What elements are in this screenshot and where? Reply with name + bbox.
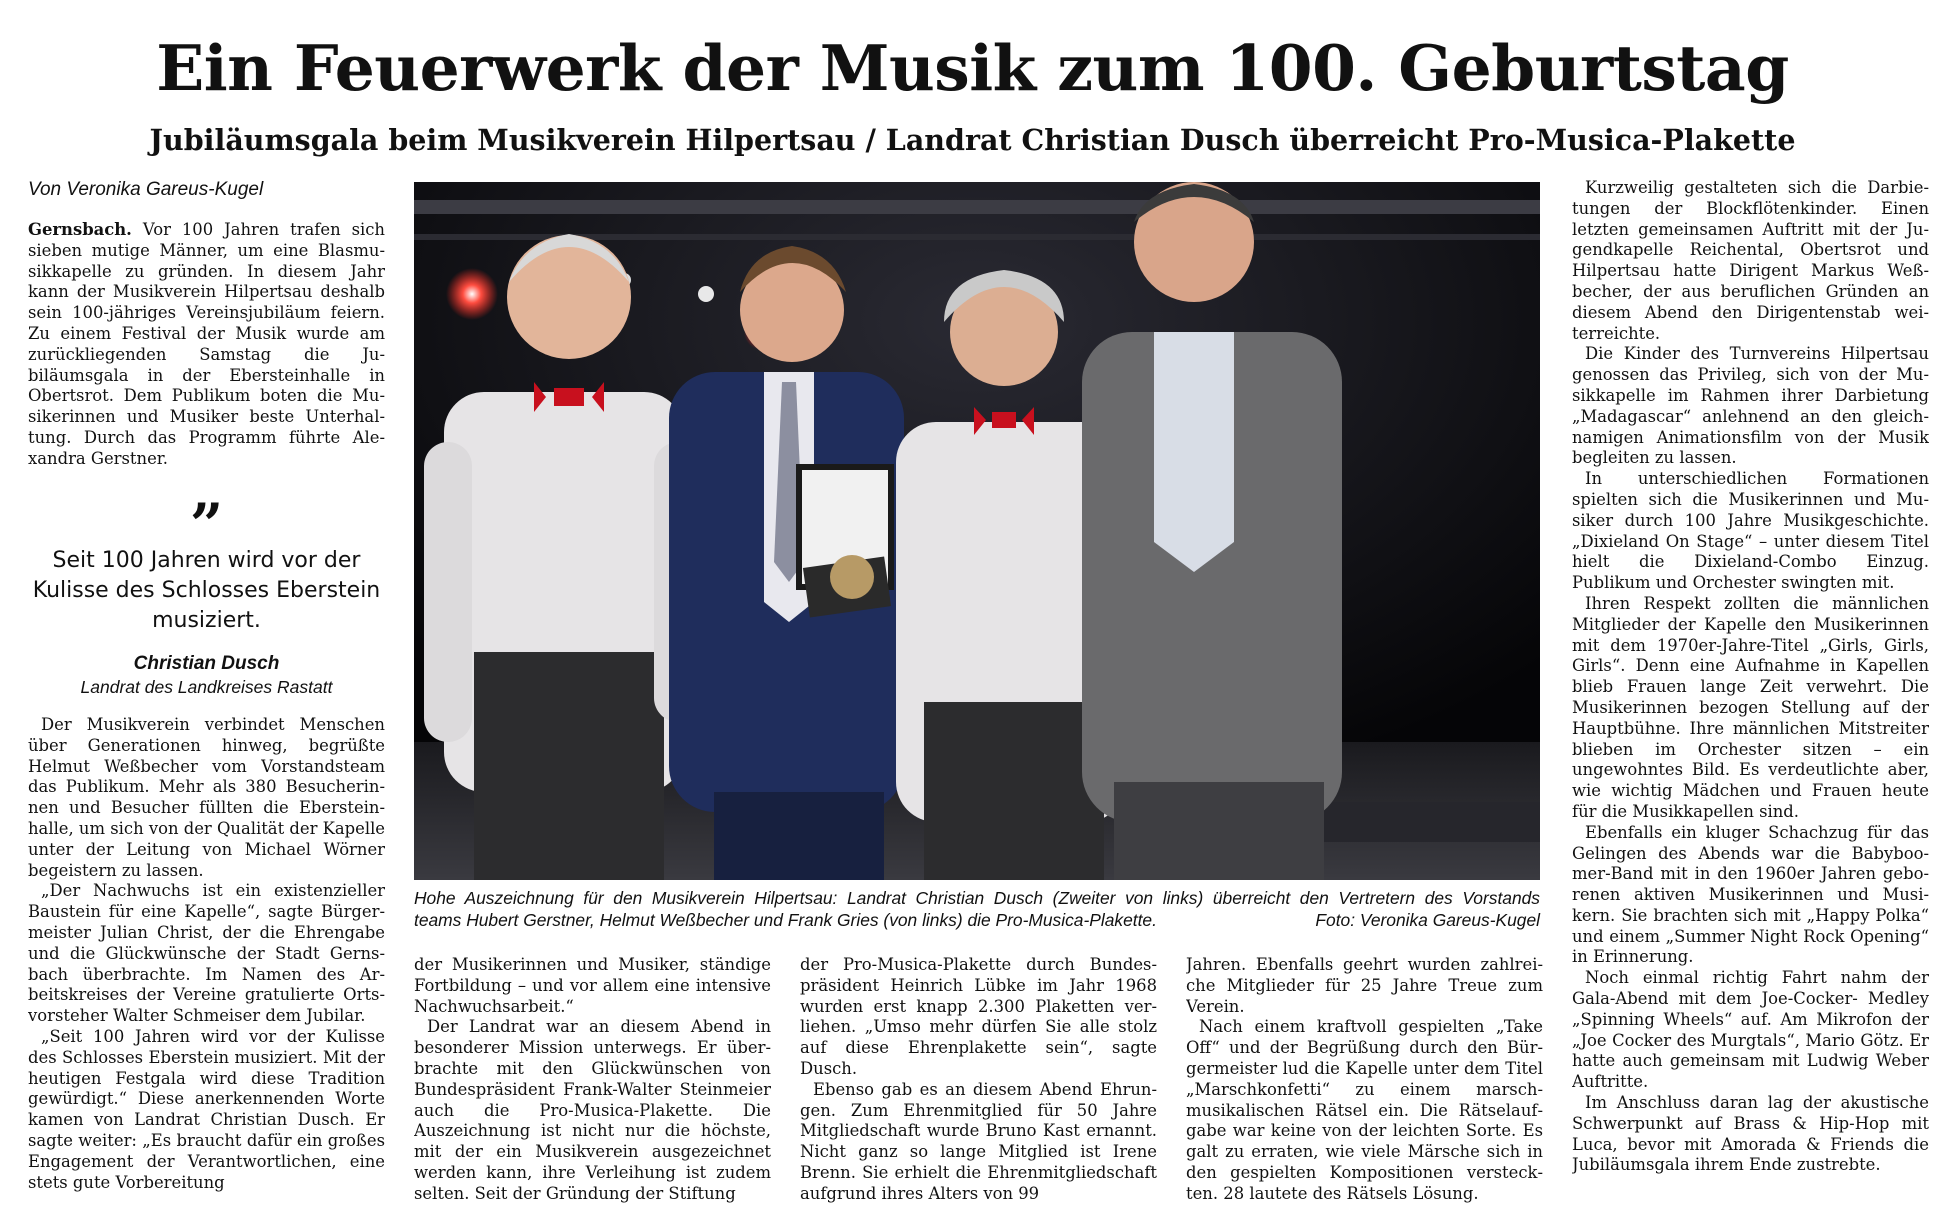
paragraph: Der Landrat war an diesem Abend in besonderer Mission unterwegs. Er überbrachte mit den Glückwünschen von Bundespräsident Frank-Walter Steinmeier auch die Pro-Musica-Plakette. Die Auszeichnung ist nicht nur die höchste, mit der ein Musikverein ausgezeichnet werden kann, ihre Verleihung ist zudem selten. Seit der Gründung der Stiftung xyxy=(414,1017,771,1203)
column-5 xyxy=(1572,178,1929,1218)
paragraph: „Der Nachwuchs ist ein existenzieller Baustein für eine Kapelle“, sagte Bürgermeister Julian Christ, der die Ehrengabe und die Glückwünsche der Stadt Gernsbach überbrachte. Im Namen des Arbeitskreises der Vereine gratulierte Ortsvorsteher Walter Schmeiser dem Jubilar. xyxy=(28,881,385,1026)
paragraph: Noch einmal richtig Fahrt nahm der Gala-Abend mit dem Joe-Cocker- Medley „Spinning Wheels“ auf. Am Mikrofon der „Joe Cocker des Murgtals“, Mario Götz. Er hatte auch gemeinsam mit Ludwig Weber Auftritte. xyxy=(1572,968,1929,1092)
photo-caption-line-2 xyxy=(414,910,1540,932)
subheadline: Jubiläumsgala beim Musikverein Hilpertsau / Landrat Christian Dusch überreicht Pro-Musica-Plakette xyxy=(149,123,1796,157)
lead-place: Gernsbach. xyxy=(28,220,132,239)
photo-caption-continued: teams Hubert Gerstner, Helmut Weßbecher und Frank Gries (von links) die Pro-Musica-Plakette. xyxy=(414,910,1157,930)
photo-illustration xyxy=(414,182,1540,880)
quote-mark-icon: ” xyxy=(189,500,224,544)
paragraph: Ebenfalls ein kluger Schachzug für das Gelingen des Abends war die Babyboomer-Band mit in den 1960er Jahren geborenen aktiven Musikerinnen und Musikern. Sie brachten sich mit „Happy Polka“ und einem „Summer Night Rock Opening“ in Erinnerung. xyxy=(1572,822,1929,967)
lead-paragraph xyxy=(28,220,385,470)
column-1-lower xyxy=(28,715,385,1215)
article-photo xyxy=(414,182,1540,880)
paragraph: Der Musikverein verbindet Menschen über Generationen hinweg, begrüßte Helmut Weßbecher vom Vorstandsteam das Publikum. Mehr als 380 Besucherinnen und Besucher füllten die Ebersteinhalle, um sich von der Qualität der Kapelle unter der Leitung von Michael Wörner begeistern zu lassen. xyxy=(28,715,385,880)
column-4 xyxy=(1186,955,1543,1220)
quote-text: Seit 100 Jahren wird vor der Kulisse des Schlosses Eberstein musiziert. xyxy=(32,548,381,633)
column-3 xyxy=(800,955,1157,1220)
paragraph: der Musikerinnen und Musiker, ständige Fortbildung – und vor allem eine intensive Nachwuchsarbeit.“ xyxy=(414,955,771,1016)
paragraph: Im Anschluss daran lag der akustische Schwerpunkt auf Brass & Hip-Hop mit Luca, bevor mit Amorada & Friends die Jubiläumsgala ihrem Ende zustrebte. xyxy=(1572,1093,1929,1175)
pro-musica-plaque xyxy=(799,467,891,617)
paragraph: der Pro-Musica-Plakette durch Bundespräsident Heinrich Lübke im Jahr 1968 wurden erst knapp 2.300 Plaketten verliehen. „Umso mehr dürfen Sie alle stolz auf diese Ehrenplakette sein“, sagte Dusch. xyxy=(800,955,1157,1078)
paragraph: Die Kinder des Turnvereins Hilpertsau genossen das Privileg, sich von der Musikkapelle im Rahmen ihrer Darbietung „Madagascar“ anlehnend an den gleichnamigen Animationsfilm von der Musik begleiten zu lassen. xyxy=(1572,344,1929,468)
headline: Ein Feuerwerk der Musik zum 100. Geburtstag xyxy=(156,31,1789,105)
lead-text: Vor 100 Jahren trafen sich sieben mutige Männer, um eine Blasmusikkapelle zu gründen. In diesem Jahr kann der Musikverein Hilpertsau deshalb sein 100-jähriges Vereinsjubiläum feiern. Zu einem Festival der Musik wurde am zurückliegenden Samstag die Jubiläumsgala in der Ebersteinhalle in Obertsrot. Dem Publikum boten die Musikerinnen und Musiker beste Unterhaltung. Durch das Programm führte Alexandra Gerstner. xyxy=(28,220,385,468)
paragraph: In unterschiedlichen Formationen spielten sich die Musikerinnen und Musiker durch 100 Jahre Musikgeschichte. „Dixieland On Stage“ – unter diesem Titel hielt die Dixieland-Combo Einzug. Publikum und Orchester swingten mit. xyxy=(1572,469,1929,593)
lead-paragraph-column xyxy=(28,220,385,484)
quote-author: Christian Dusch xyxy=(133,653,280,674)
column-2 xyxy=(414,955,771,1220)
paragraph: „Seit 100 Jahren wird vor der Kulisse des Schlosses Eberstein musiziert. Mit der heutigen Festgala wird diese Tradition gewürdigt.“ Diese anerkennenden Worte kamen von Landrat Christian Dusch. Er sagte weiter: „Es braucht dafür ein großes Engagement der Verantwortlichen, eine stets gute Vorbereitung xyxy=(28,1026,385,1192)
stage-light xyxy=(446,268,498,320)
paragraph: Jahren. Ebenfalls geehrt wurden zahlreiche Mitglieder für 25 Jahre Treue zum Verein. xyxy=(1186,955,1543,1016)
byline: Von Veronika Gareus-Kugel xyxy=(28,179,264,200)
paragraph: Kurzweilig gestalteten sich die Darbietungen der Blockflötenkinder. Einen letzten gemeinsamen Auftritt mit der Jugendkapelle Reichental, Obertsrot und Hilpertsau hatte Dirigent Markus Weßbecher, der aus beruflichen Gründen an diesem Abend den Dirigentenstab weiterreichte. xyxy=(1572,178,1929,343)
photo-credit: Foto: Veronika Gareus-Kugel xyxy=(1315,910,1540,930)
paragraph: Ihren Respekt zollten die männlichen Mitglieder der Kapelle den Musikerinnen mit dem 1970er-Jahre-Titel „Girls, Girls, Girls“. Denn eine Aufnahme in Kapellen blieb Frauen lange Zeit verwehrt. Die Musikerinnen bezogen Stellung auf der Hauptbühne. Ihre männlichen Mitstreiter blieben im Orchester sitzen – ein ungewohntes Bild. Es verdeutlichte aber, wie wichtig Mädchen und Frauen heute für die Musikkapellen sind. xyxy=(1572,593,1929,821)
quote-author-role: Landrat des Landkreises Rastatt xyxy=(80,677,333,697)
pull-quote xyxy=(28,500,385,705)
stage-light xyxy=(698,286,714,302)
paragraph: Ebenso gab es an diesem Abend Ehrungen. Zum Ehrenmitglied für 50 Jahre Mitgliedschaft wurde Bruno Kast ernannt. Nicht ganz so lange Mitglied ist Irene Brenn. Sie erhielt die Ehrenmitgliedschaft aufgrund ihres Alters von 99 xyxy=(800,1079,1157,1203)
paragraph: Nach einem kraftvoll gespielten „Take Off“ und der Begrüßung durch den Bürgermeister lud die Kapelle unter dem Titel „Marschkonfetti“ zu einem marschmusikalischen Rätsel ein. Die Rätselaufgabe war keine von der leichten Sorte. Es galt zu erraten, wie viele Märsche sich in den gespielten Kompositionen versteckten. 28 lautete des Rätsels Lösung. xyxy=(1186,1017,1543,1203)
stage-truss xyxy=(414,200,1540,214)
photo-caption: Hohe Auszeichnung für den Musikverein Hilpertsau: Landrat Christian Dusch (Zweiter von links) überreicht den Vertretern des Vorstands xyxy=(414,888,1540,908)
